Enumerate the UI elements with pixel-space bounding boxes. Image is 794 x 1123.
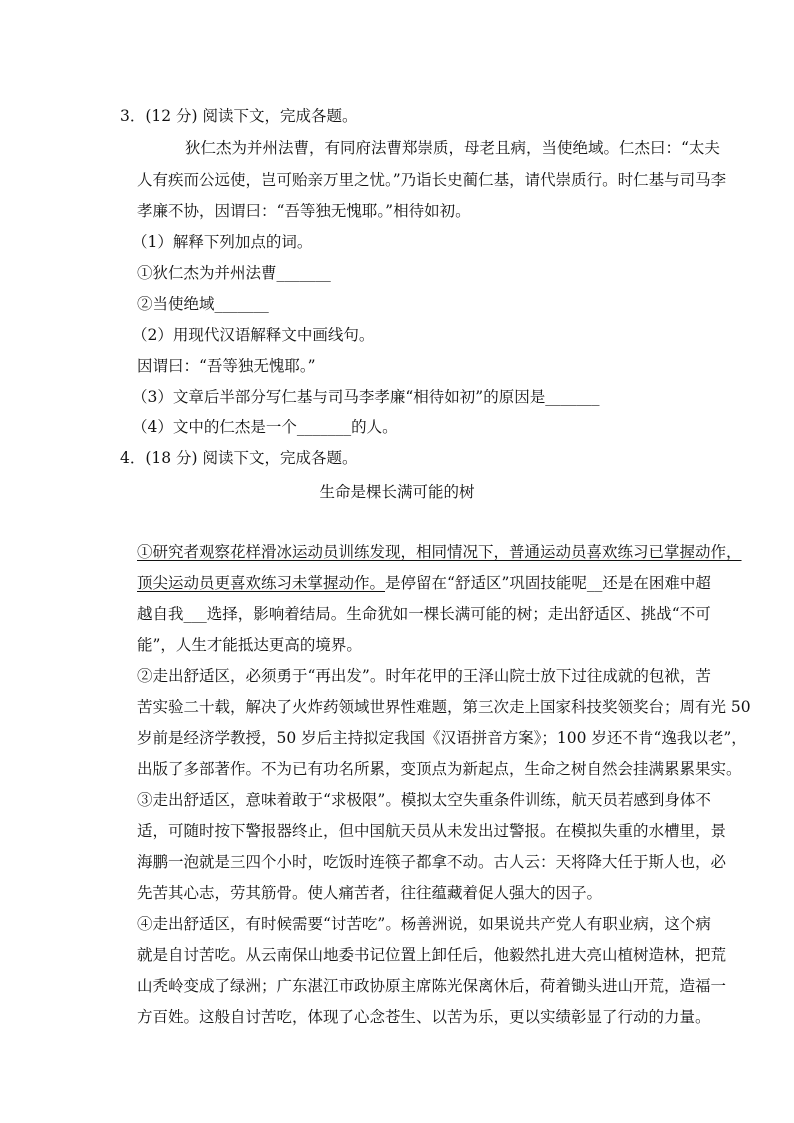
q3-question-1-item-2: ②当使绝域_______ [137,295,269,313]
q4-p1-text-a: 是停留在“舒适区”巩固技能呢 [385,574,587,592]
q4-p1-underlined-line-1: ①研究者观察花样滑冰运动员训练发现，相同情况下，普通运动员喜欢练习已掌握动作， [137,543,742,561]
q4-p1-text-d: 选择，影响着结局。生命犹如一棵长满可能的树；走出舒适区、挑战“不可 [206,605,711,623]
q4-p4-line-4: 方百姓。这般自讨苦吃，体现了心念苍生、以苦为乐，更以实绩彰显了行动的力量。 [137,1008,711,1026]
q4-p2-line-2: 苦实验二十载，解决了火炸药领域世界性难题，第三次走上国家科技奖领奖台；周有光 50 [137,698,751,716]
q4-p2-line-3: 岁前是经济学教授，50 岁后主持拟定我国《汉语拼音方案》；100 岁还不肯“逸我以老”， [137,729,747,747]
q4-p1-text-c: 越自我 [137,605,184,623]
q3-question-1: （1）解释下列加点的词。 [132,233,313,251]
q3-header: 3．(12 分) 阅读下文，完成各题。 [120,107,358,125]
q3-passage-line-2: 人有疾而公远使，岂可贻亲万里之忧。”乃诣长史蔺仁基，请代崇质行。时仁基与司马李 [137,171,727,189]
q4-p3-line-4: 先苦其心志，劳其筋骨。使人痛苦者，往往蕴藏着促人强大的因子。 [137,884,603,902]
q4-p4-line-2: 就是自讨苦吃。从云南保山地委书记位置上卸任后，他毅然扎进大亮山植树造林，把荒 [137,946,727,964]
q4-p3-line-3: 海鹏一泡就是三四个小时，吃饭时连筷子都拿不动。古人云：天将降大任于斯人也，必 [137,853,727,871]
q4-p2-line-1: ②走出舒适区，必须勇于“再出发”。时年花甲的王泽山院士放下过往成就的包袱，苦 [137,667,711,685]
q4-p4-line-3: 山秃岭变成了绿洲；广东湛江市政协原主席陈光保离休后，荷着锄头进山开荒，造福一 [137,977,727,995]
q3-passage-line-3: 孝廉不协，因谓曰：“吾等独无愧耶。”相待如初。 [137,202,471,220]
q4-p1-underlined-line-2: 顶尖运动员更喜欢练习未掌握动作。 [137,574,386,592]
q4-p1-text-b: 还是在困难中超 [602,574,711,592]
q3-question-4: （4）文中的仁杰是一个_______的人。 [132,418,398,436]
q4-p1-blank-2: ___ [183,605,207,623]
q4-p3-line-1: ③走出舒适区，意味着敢于“求极限”。模拟太空失重条件训练，航天员若感到身体不 [137,791,711,809]
q4-header: 4．(18 分) 阅读下文，完成各题。 [120,449,358,467]
q4-p1-line-2 [137,571,711,593]
q4-p2-line-4: 出版了多部著作。不为已有功名所累，变顶点为新起点，生命之树自然会挂满累累果实。 [137,760,742,778]
q4-p1-line-4: 能”，人生才能抵达更高的境界。 [137,636,362,654]
q3-passage-line-1: 狄仁杰为并州法曹，有同府法曹郑崇质，母老且病，当使绝域。仁杰曰：“太夫 [185,139,720,157]
q4-p1-line-3 [137,602,711,624]
q3-question-1-item-1: ①狄仁杰为并州法曹_______ [137,264,331,282]
q3-question-3: （3）文章后半部分写仁基与司马李孝廉“相待如初”的原因是_______ [132,388,600,406]
q3-question-2-sentence: 因谓曰：“吾等独无愧耶。” [137,357,316,375]
q4-p4-line-1: ④走出舒适区，有时候需要“讨苦吃”。杨善洲说，如果说共产党人有职业病，这个病 [137,915,711,933]
q4-article-title: 生命是棵长满可能的树 [319,483,475,501]
q3-question-2: （2）用现代汉语解释文中画线句。 [132,326,375,344]
q4-p1-blank-1: __ [586,574,603,592]
q4-p3-line-2: 适，可随时按下警报器终止，但中国航天员从未发出过警报。在模拟失重的水槽里，景 [137,822,727,840]
